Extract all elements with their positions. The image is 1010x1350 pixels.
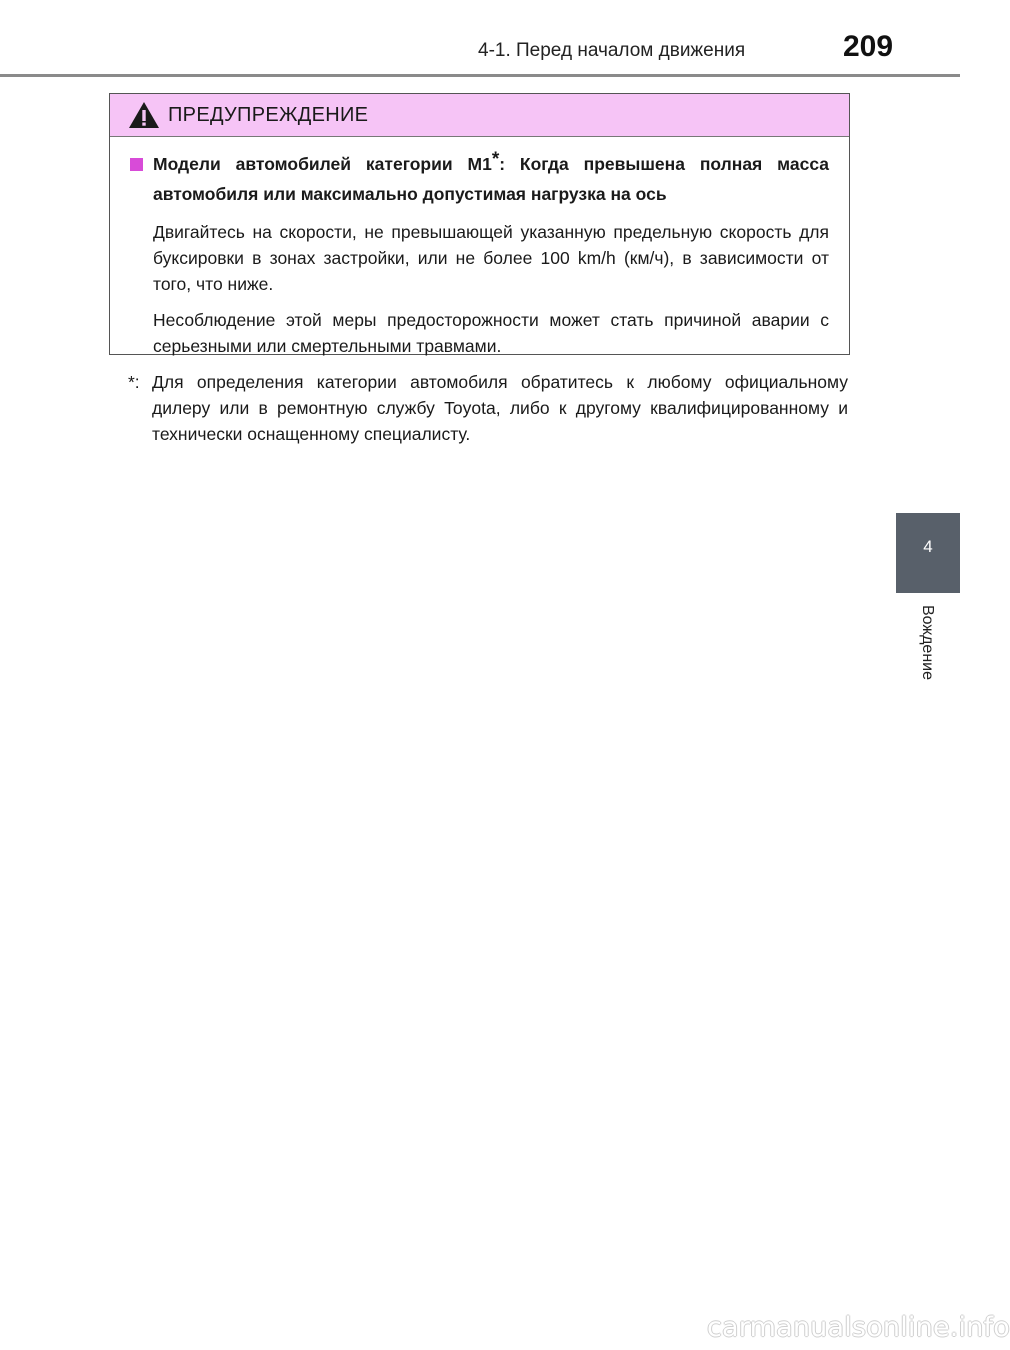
warning-paragraph-speed: Двигайтесь на скорости, не превышающей указанную предельную скорость для буксировки в зонах застройки, или не более 100 km/h (км/ч), в зависимости от того, что ниже. <box>153 222 829 294</box>
header-divider <box>0 74 960 77</box>
warning-paragraph-consequence: Несоблюдение этой меры предосторожности может стать причиной аварии с серьезными или смертельными травмами. <box>153 310 829 356</box>
chapter-number: 4 <box>923 537 933 556</box>
footnote-marker: * <box>491 149 500 170</box>
subheading-text: Модели автомобилей категории M1 <box>153 154 492 174</box>
warning-triangle-icon <box>128 101 160 129</box>
bullet-square-icon <box>130 158 143 171</box>
chapter-label: Вождение <box>919 605 936 680</box>
footnote <box>128 369 848 447</box>
warning-body <box>110 137 849 359</box>
subheading-text-rest: : Когда превышена полная масса автомобиля или максимально допустимая нагрузка на ось <box>153 154 829 204</box>
page-number: 209 <box>843 30 894 63</box>
warning-title: ПРЕДУПРЕЖДЕНИЕ <box>168 104 369 126</box>
warning-subheading <box>128 149 829 209</box>
page-header <box>0 0 960 80</box>
warning-header <box>110 94 849 137</box>
footnote-mark: *: <box>128 372 140 392</box>
chapter-tab[interactable] <box>896 513 960 593</box>
footnote-text: Для определения категории автомобиля обратитесь к любому официальному дилеру или в ремонтную службу Toyota, либо к другому квалифицированному и технически оснащенному специалисту. <box>152 372 848 444</box>
warning-box <box>109 93 850 355</box>
watermark: carmanualsonline.info <box>707 1312 1010 1343</box>
section-title: 4-1. Перед началом движения <box>478 40 746 61</box>
